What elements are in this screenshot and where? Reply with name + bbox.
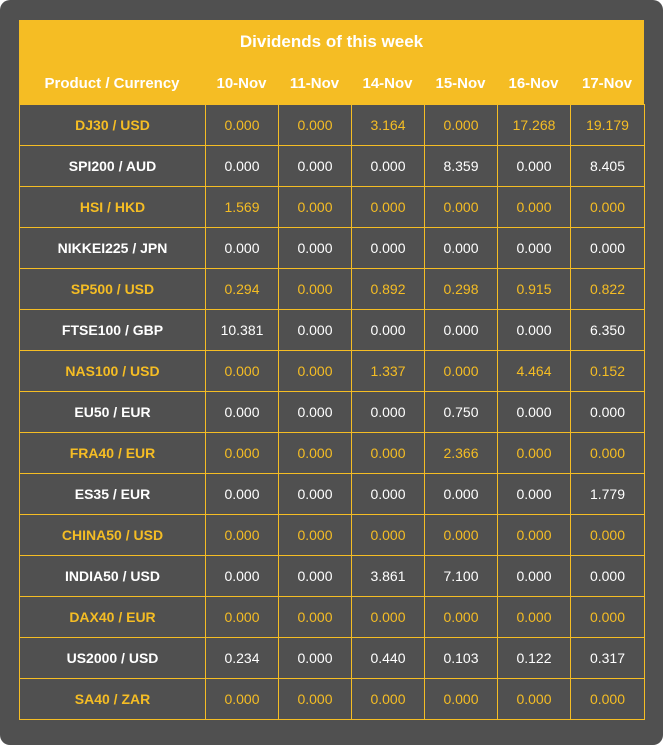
dividend-value-cell: 0.298 bbox=[425, 269, 498, 310]
table-row bbox=[20, 146, 645, 187]
column-header-date: 11-Nov bbox=[289, 75, 340, 92]
dividend-value-cell: 0.000 bbox=[279, 351, 352, 392]
dividend-value-cell: 0.000 bbox=[279, 679, 352, 720]
table-row bbox=[20, 433, 645, 474]
dividend-value-cell: 4.464 bbox=[498, 351, 571, 392]
dividend-value-cell: 0.000 bbox=[571, 556, 645, 597]
product-cell: FRA40 / EUR bbox=[20, 433, 206, 474]
dividend-value-cell: 1.779 bbox=[571, 474, 645, 515]
table-body bbox=[20, 105, 645, 720]
product-cell: SP500 / USD bbox=[20, 269, 206, 310]
dividend-value-cell: 0.000 bbox=[352, 474, 425, 515]
dividend-value-cell: 0.317 bbox=[571, 638, 645, 679]
dividend-value-cell: 0.000 bbox=[279, 638, 352, 679]
dividend-value-cell: 0.000 bbox=[279, 269, 352, 310]
dividend-value-cell: 0.000 bbox=[279, 433, 352, 474]
dividend-value-cell: 0.000 bbox=[206, 228, 279, 269]
table-row bbox=[20, 310, 645, 351]
table-row bbox=[20, 392, 645, 433]
product-cell: INDIA50 / USD bbox=[20, 556, 206, 597]
header-table bbox=[19, 63, 644, 104]
table-row bbox=[20, 638, 645, 679]
dividend-value-cell: 0.000 bbox=[425, 679, 498, 720]
dividend-value-cell: 0.000 bbox=[279, 310, 352, 351]
dividend-value-cell: 0.000 bbox=[279, 597, 352, 638]
dividend-value-cell: 0.234 bbox=[206, 638, 279, 679]
column-header-date: 16-Nov bbox=[508, 75, 559, 92]
product-cell: NAS100 / USD bbox=[20, 351, 206, 392]
product-cell: EU50 / EUR bbox=[20, 392, 206, 433]
dividend-value-cell: 0.152 bbox=[571, 351, 645, 392]
dividend-value-cell: 0.000 bbox=[352, 228, 425, 269]
dividend-value-cell: 0.000 bbox=[279, 515, 352, 556]
dividend-value-cell: 0.000 bbox=[352, 146, 425, 187]
dividend-value-cell: 0.000 bbox=[498, 474, 571, 515]
dividend-value-cell: 0.000 bbox=[498, 515, 571, 556]
dividend-value-cell: 0.000 bbox=[571, 679, 645, 720]
column-header-date: 14-Nov bbox=[362, 75, 413, 92]
dividend-value-cell: 0.103 bbox=[425, 638, 498, 679]
dividend-value-cell: 0.000 bbox=[498, 392, 571, 433]
dividend-value-cell: 0.000 bbox=[352, 392, 425, 433]
dividend-value-cell: 0.000 bbox=[206, 105, 279, 146]
dividend-value-cell: 0.440 bbox=[352, 638, 425, 679]
dividend-value-cell: 0.000 bbox=[279, 105, 352, 146]
dividend-value-cell: 0.000 bbox=[279, 228, 352, 269]
dividend-value-cell: 3.164 bbox=[352, 105, 425, 146]
product-cell: CHINA50 / USD bbox=[20, 515, 206, 556]
dividend-value-cell: 0.000 bbox=[425, 187, 498, 228]
dividends-table bbox=[19, 104, 645, 720]
dividend-value-cell: 0.000 bbox=[352, 515, 425, 556]
dividend-value-cell: 0.000 bbox=[498, 228, 571, 269]
dividend-value-cell: 0.000 bbox=[206, 146, 279, 187]
dividend-value-cell: 0.000 bbox=[571, 392, 645, 433]
dividend-value-cell: 19.179 bbox=[571, 105, 645, 146]
dividend-value-cell: 0.000 bbox=[425, 310, 498, 351]
dividend-value-cell: 0.822 bbox=[571, 269, 645, 310]
dividend-value-cell: 0.000 bbox=[571, 597, 645, 638]
product-cell: SA40 / ZAR bbox=[20, 679, 206, 720]
dividend-value-cell: 0.000 bbox=[571, 228, 645, 269]
dividend-value-cell: 0.000 bbox=[279, 556, 352, 597]
dividend-value-cell: 8.359 bbox=[425, 146, 498, 187]
table-row bbox=[20, 597, 645, 638]
dividend-value-cell: 0.000 bbox=[206, 556, 279, 597]
column-header-date: 17-Nov bbox=[581, 75, 633, 92]
dividend-value-cell: 0.294 bbox=[206, 269, 279, 310]
product-cell: HSI / HKD bbox=[20, 187, 206, 228]
dividend-value-cell: 0.000 bbox=[498, 310, 571, 351]
dividend-value-cell: 0.000 bbox=[352, 310, 425, 351]
dividend-value-cell: 0.000 bbox=[425, 105, 498, 146]
dividend-value-cell: 0.000 bbox=[206, 474, 279, 515]
dividend-value-cell: 0.000 bbox=[206, 679, 279, 720]
table-row bbox=[20, 269, 645, 310]
product-cell: DAX40 / EUR bbox=[20, 597, 206, 638]
dividend-value-cell: 0.892 bbox=[352, 269, 425, 310]
table-row bbox=[20, 556, 645, 597]
dividend-value-cell: 0.000 bbox=[279, 392, 352, 433]
dividend-value-cell: 8.405 bbox=[571, 146, 645, 187]
column-header-date: 10-Nov bbox=[216, 75, 267, 92]
column-header-product: Product / Currency bbox=[44, 75, 180, 92]
dividend-value-cell: 17.268 bbox=[498, 105, 571, 146]
dividend-value-cell: 1.337 bbox=[352, 351, 425, 392]
dividend-value-cell: 0.122 bbox=[498, 638, 571, 679]
dividend-value-cell: 0.000 bbox=[279, 474, 352, 515]
dividend-value-cell: 0.000 bbox=[571, 187, 645, 228]
product-cell: SPI200 / AUD bbox=[20, 146, 206, 187]
table-title: Dividends of this week bbox=[239, 32, 424, 51]
dividend-value-cell: 2.366 bbox=[425, 433, 498, 474]
product-cell: FTSE100 / GBP bbox=[20, 310, 206, 351]
dividend-value-cell: 0.000 bbox=[425, 474, 498, 515]
table-row bbox=[20, 351, 645, 392]
dividend-value-cell: 0.000 bbox=[425, 597, 498, 638]
dividend-value-cell: 0.000 bbox=[279, 187, 352, 228]
dividend-value-cell: 0.000 bbox=[352, 187, 425, 228]
table-row bbox=[20, 679, 645, 720]
dividend-value-cell: 0.000 bbox=[206, 433, 279, 474]
dividend-value-cell: 0.000 bbox=[498, 597, 571, 638]
dividend-value-cell: 1.569 bbox=[206, 187, 279, 228]
table-row bbox=[20, 187, 645, 228]
dividend-value-cell: 0.000 bbox=[425, 228, 498, 269]
column-header-row bbox=[19, 63, 644, 104]
dividend-value-cell: 0.000 bbox=[352, 597, 425, 638]
product-cell: US2000 / USD bbox=[20, 638, 206, 679]
dividend-value-cell: 0.000 bbox=[206, 392, 279, 433]
product-cell: ES35 / EUR bbox=[20, 474, 206, 515]
dividend-value-cell: 0.000 bbox=[571, 515, 645, 556]
dividend-value-cell: 0.000 bbox=[498, 146, 571, 187]
dividend-value-cell: 0.000 bbox=[498, 556, 571, 597]
dividend-value-cell: 0.000 bbox=[571, 433, 645, 474]
product-cell: NIKKEI225 / JPN bbox=[20, 228, 206, 269]
dividend-value-cell: 0.000 bbox=[498, 433, 571, 474]
column-header-date: 15-Nov bbox=[435, 75, 486, 92]
dividend-value-cell: 0.000 bbox=[206, 597, 279, 638]
dividend-value-cell: 0.000 bbox=[425, 351, 498, 392]
dividend-value-cell: 0.000 bbox=[425, 515, 498, 556]
table-row bbox=[20, 515, 645, 556]
table-header bbox=[19, 20, 644, 104]
dividend-value-cell: 7.100 bbox=[425, 556, 498, 597]
dividend-value-cell: 0.000 bbox=[498, 679, 571, 720]
dividend-value-cell: 0.000 bbox=[352, 679, 425, 720]
dividend-value-cell: 3.861 bbox=[352, 556, 425, 597]
table-row bbox=[20, 228, 645, 269]
dividend-value-cell: 0.000 bbox=[352, 433, 425, 474]
table-row bbox=[20, 474, 645, 515]
product-cell: DJ30 / USD bbox=[20, 105, 206, 146]
dividend-value-cell: 0.000 bbox=[206, 515, 279, 556]
dividend-value-cell: 0.000 bbox=[498, 187, 571, 228]
dividend-value-cell: 0.750 bbox=[425, 392, 498, 433]
dividend-value-cell: 6.350 bbox=[571, 310, 645, 351]
dividend-value-cell: 0.000 bbox=[279, 146, 352, 187]
table-row bbox=[20, 105, 645, 146]
dividend-value-cell: 10.381 bbox=[206, 310, 279, 351]
dividend-value-cell: 0.915 bbox=[498, 269, 571, 310]
dividend-value-cell: 0.000 bbox=[206, 351, 279, 392]
